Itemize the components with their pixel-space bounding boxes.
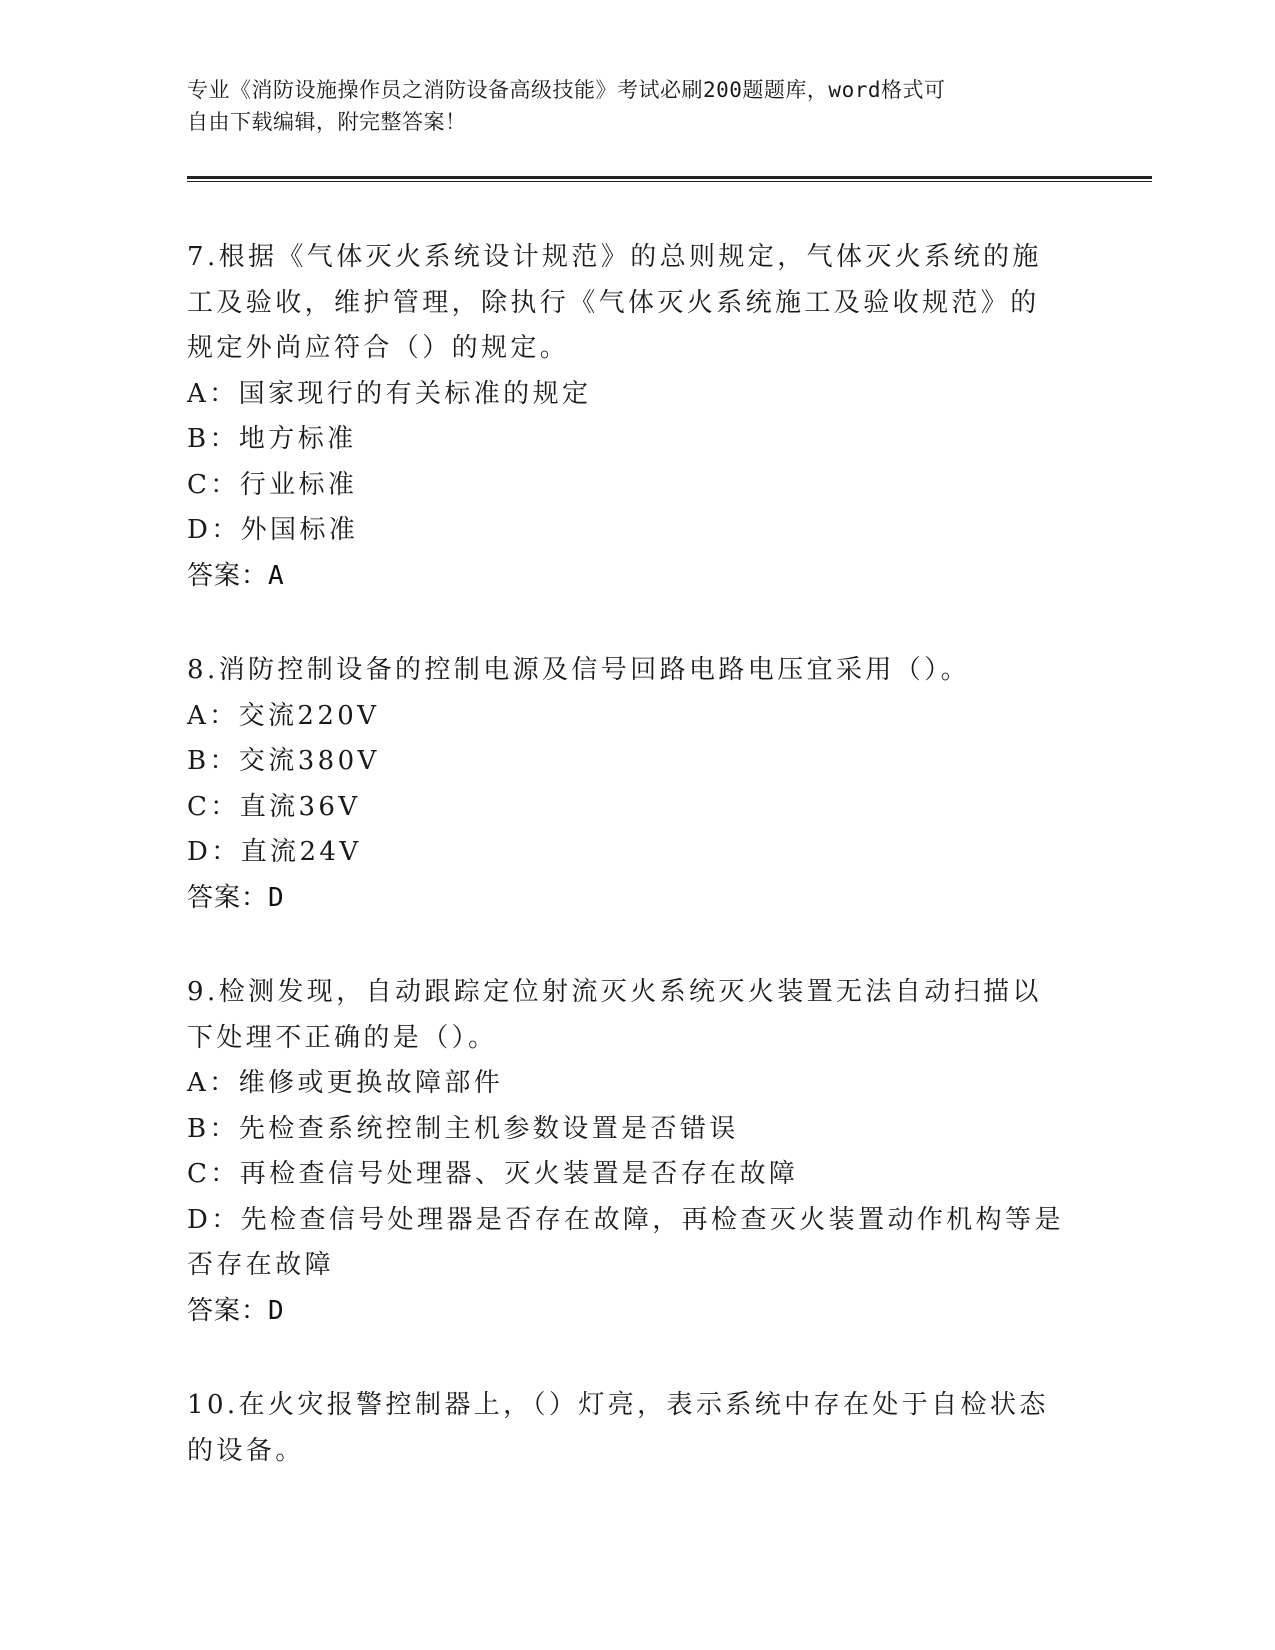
answer-value: D xyxy=(268,1295,285,1326)
option-d: D：外国标准 xyxy=(187,515,359,545)
option-c: C：再检查信号处理器、灭火装置是否存在故障 xyxy=(187,1159,799,1189)
answer-label: 答案： xyxy=(187,560,269,591)
question-stem: 10.在火灾报警控制器上，（）灯亮，表示系统中存在处于自检状态的设备。 xyxy=(187,1390,1049,1466)
answer-line xyxy=(187,554,1067,600)
document-header xyxy=(187,74,1067,138)
question-list xyxy=(187,235,1067,1523)
option-b: B：地方标准 xyxy=(187,424,357,454)
header-divider-thin xyxy=(187,181,1152,182)
option-d: D：先检查信号处理器是否存在故障，再检查灭火装置动作机构等是否存在故障 xyxy=(187,1204,1064,1280)
option-b: B：交流380V xyxy=(187,746,380,776)
question-8 xyxy=(187,648,1067,921)
question-7 xyxy=(187,235,1067,599)
answer-line xyxy=(187,876,1067,922)
question-9 xyxy=(187,970,1067,1334)
option-c: C：直流36V xyxy=(187,791,361,822)
option-a: A：交流220V xyxy=(187,700,380,731)
option-b: B：先检查系统控制主机参数设置是否错误 xyxy=(187,1113,739,1144)
option-d: D：直流24V xyxy=(187,837,362,867)
answer-label: 答案： xyxy=(187,1295,269,1326)
question-stem: 9.检测发现，自动跟踪定位射流灭火系统灭火装置无法自动扫描以下处理不正确的是（）。 xyxy=(187,977,1042,1053)
header-line-2: 自由下载编辑，附完整答案！ xyxy=(187,110,467,134)
answer-value: D xyxy=(268,882,285,913)
option-a: A：国家现行的有关标准的规定 xyxy=(187,378,592,409)
answer-line xyxy=(187,1289,1067,1335)
option-c: C：行业标准 xyxy=(187,469,358,500)
answer-label: 答案： xyxy=(187,882,269,913)
header-divider-thick xyxy=(187,176,1152,179)
answer-value: A xyxy=(268,560,285,591)
question-stem: 7.根据《气体灭火系统设计规范》的总则规定，气体灭火系统的施工及验收，维护管理，除执行《气体灭火系统施工及验收规范》的规定外尚应符合（）的规定。 xyxy=(187,242,1042,363)
option-a: A：维修或更换故障部件 xyxy=(187,1068,504,1098)
question-10 xyxy=(187,1383,1067,1474)
question-stem: 8.消防控制设备的控制电源及信号回路电路电压宜采用（）。 xyxy=(187,655,971,685)
header-line-1: 专业《消防设施操作员之消防设备高级技能》考试必刷200题题库，word格式可 xyxy=(187,78,946,102)
